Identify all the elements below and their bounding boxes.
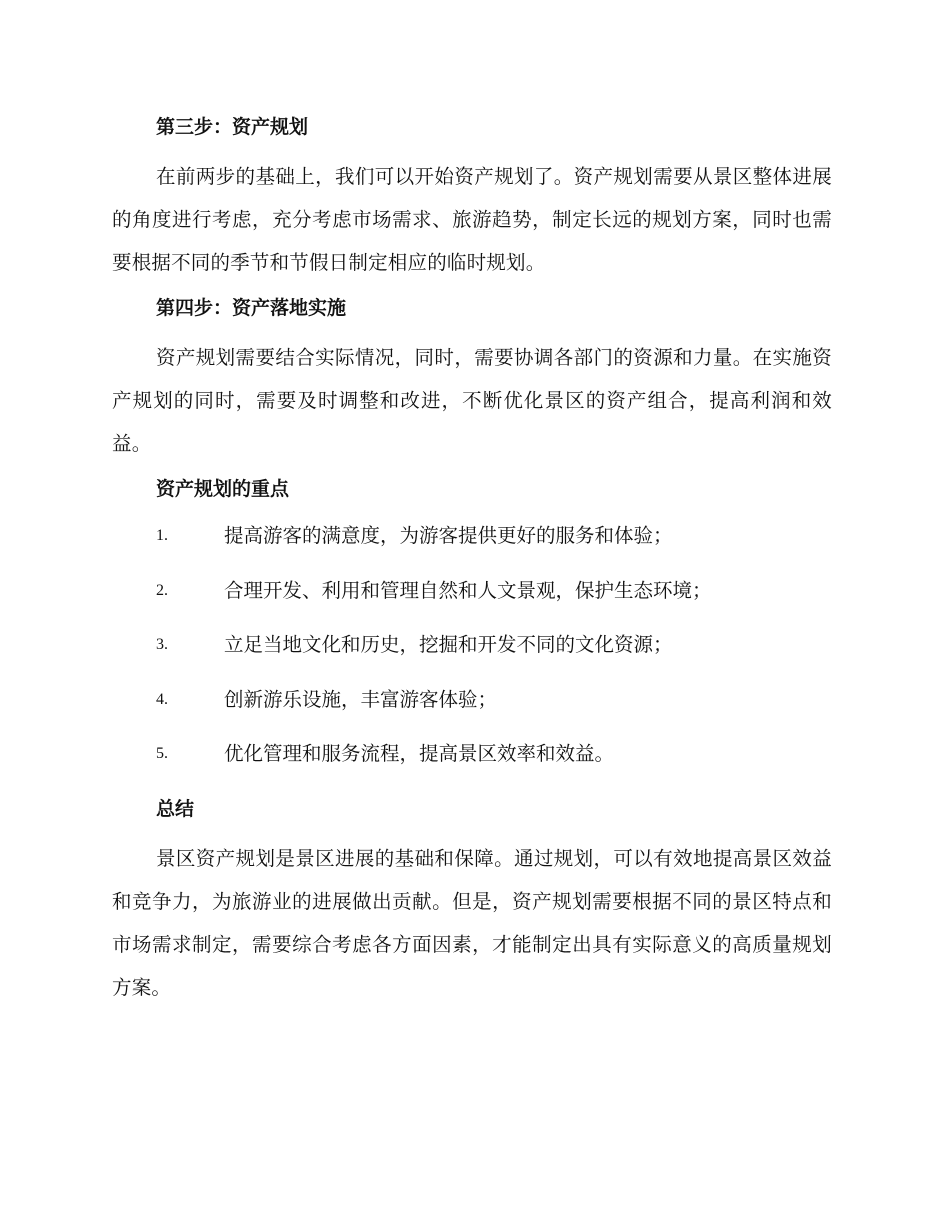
list-item-number: 3. [156, 636, 168, 653]
list-item [112, 517, 832, 564]
key-points-list [112, 517, 832, 782]
summary-paragraph: 景区资产规划是景区进展的基础和保障。通过规划，可以有效地提高景区效益和竞争力，为旅游业的进展做出贡献。但是，资产规划需要根据不同的景区特点和市场需求制定，需要综合考虑各方面因素，才能制定出具有实际意义的高质量规划方案。 [112, 846, 832, 999]
list-item-number: 1. [156, 527, 168, 544]
list-item-text: 合理开发、利用和管理自然和人文景观，保护生态环境； [224, 578, 712, 602]
list-item [112, 681, 832, 728]
list-item-text: 立足当地文化和历史，挖掘和开发不同的文化资源； [224, 633, 673, 656]
list-item-number: 5. [156, 745, 168, 762]
list-item [112, 735, 832, 782]
section-heading-step4: 第四步：资产落地实施 [156, 297, 347, 319]
list-item-text: 优化管理和服务流程，提高景区效率和效益。 [224, 742, 615, 765]
section-heading-step3: 第三步：资产规划 [156, 116, 309, 138]
document-content [112, 108, 832, 1014]
list-item-number: 2. [156, 581, 168, 599]
list-item [112, 626, 832, 673]
list-item-text: 创新游乐设施，丰富游客体验； [224, 687, 498, 711]
section-paragraph-step4: 资产规划需要结合实际情况，同时，需要协调各部门的资源和力量。在实施资产规划的同时，需要及时调整和改进，不断优化景区的资产组合，提高利润和效益。 [112, 346, 832, 455]
list-item-text: 提高游客的满意度，为游客提供更好的服务和体验； [224, 524, 673, 547]
list-item-number: 4. [156, 690, 168, 708]
list-item [112, 572, 832, 619]
summary-heading: 总结 [156, 797, 195, 820]
section-paragraph-step3: 在前两步的基础上，我们可以开始资产规划了。资产规划需要从景区整体进展的角度进行考虑，充分考虑市场需求、旅游趋势，制定长远的规划方案，同时也需要根据不同的季节和节假日制定相应的临时规划。 [112, 165, 832, 274]
key-points-heading: 资产规划的重点 [156, 478, 290, 500]
